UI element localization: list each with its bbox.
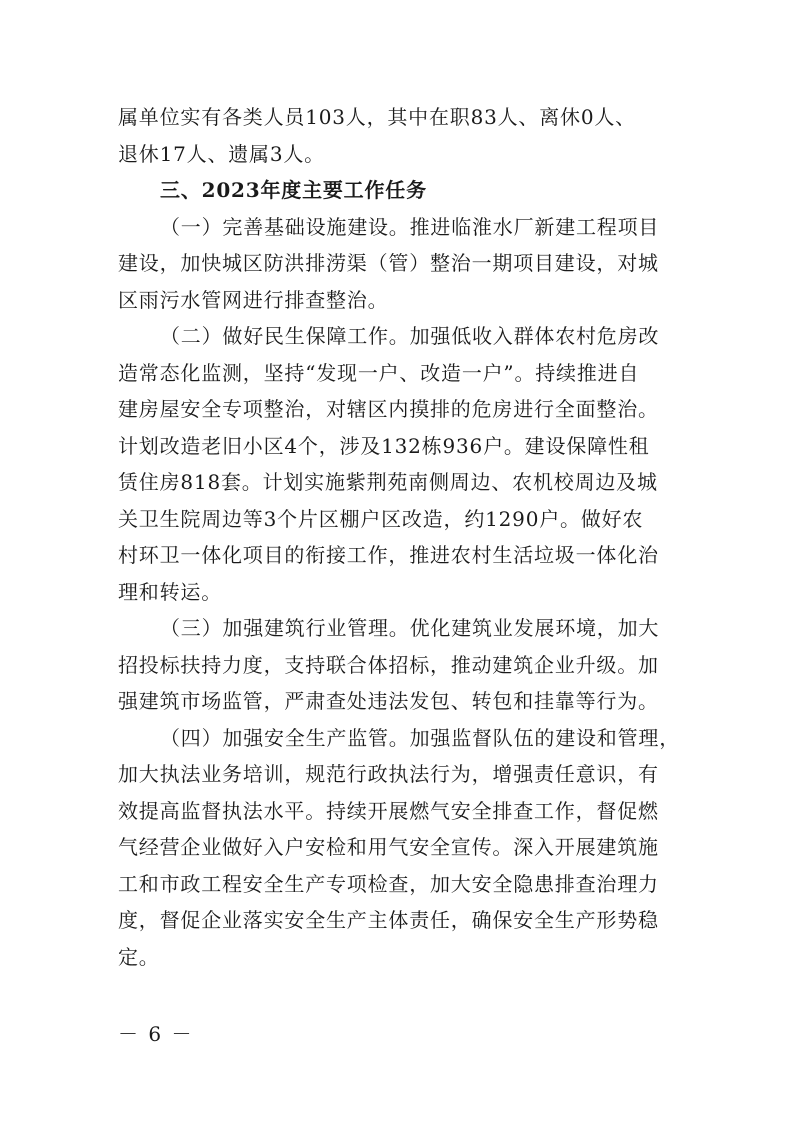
paragraph-line: 造常态化监测，坚持“发现一户、改造一户”。持续推进自	[118, 360, 640, 385]
paragraph-line: 强建筑市场监管，严肃查处违法发包、转包和挂靠等行为。	[118, 689, 659, 713]
paragraph-line: 招投标扶持力度，支持联合体招标，推动建筑企业升级。加	[118, 652, 659, 677]
paragraph-line: 建设，加快城区防洪排涝渠（管）整治一期项目建设，对城	[118, 251, 659, 275]
paragraph-line: （四）加强安全生产监管。加强监督队伍的建设和管理，	[160, 725, 680, 750]
paragraph-line: 气经营企业做好入户安检和用气安全宣传。深入开展建筑施	[118, 835, 659, 859]
paragraph-line: 属单位实有各类人员103人，其中在职83人、离休0人、	[118, 105, 636, 129]
body-text	[118, 99, 680, 975]
paragraph-line: （三）加强建筑行业管理。优化建筑业发展环境，加大	[160, 616, 660, 640]
paragraph-line: 工和市政工程安全生产专项检查，加大安全隐患排查治理力	[118, 871, 659, 896]
paragraph-line: 定。	[118, 944, 160, 969]
paragraph-line: （一）完善基础设施建设。推进临淮水厂新建工程项目	[160, 214, 660, 239]
page-number: － 6 －	[118, 1022, 194, 1046]
paragraph-line: 关卫生院周边等3个片区棚户区改造，约1290户。做好农	[118, 506, 644, 531]
paragraph-line: 加大执法业务培训，规范行政执法行为，增强责任意识，有	[118, 762, 659, 786]
paragraph-line: （二）做好民生保障工作。加强低收入群体农村危房改	[160, 324, 660, 348]
paragraph-line: 区雨污水管网进行排查整治。	[118, 287, 389, 312]
paragraph-line: 村环卫一体化项目的衔接工作，推进农村生活垃圾一体化治	[118, 543, 659, 567]
paragraph-line: 建房屋安全专项整治，对辖区内摸排的危房进行全面整治。	[118, 397, 659, 421]
paragraph-line: 赁住房818套。计划实施紫荆苑南侧周边、农机校周边及城	[118, 470, 658, 494]
paragraph-line: 计划改造老旧小区4个，涉及132栋936户。建设保障性租	[118, 433, 650, 458]
section-heading: 三、2023年度主要工作任务	[160, 178, 427, 202]
paragraph-line: 退休17人、遗属3人。	[118, 141, 325, 166]
paragraph-line: 度，督促企业落实安全生产主体责任，确保安全生产形势稳	[118, 908, 659, 932]
paragraph-line: 效提高监督执法水平。持续开展燃气安全排查工作，督促燃	[118, 798, 659, 823]
paragraph-line: 理和转运。	[118, 579, 222, 604]
